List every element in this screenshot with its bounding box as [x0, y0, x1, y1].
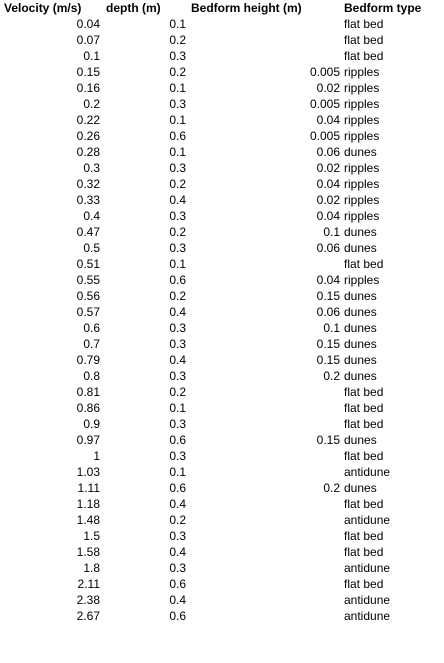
- cell-depth[interactable]: 0.2: [169, 225, 186, 239]
- header-velocity[interactable]: Velocity (m/s): [4, 1, 82, 15]
- cell-bedform-height[interactable]: [186, 32, 340, 48]
- cell-depth[interactable]: 0.4: [169, 545, 186, 559]
- table-row: [0, 288, 444, 304]
- cell-depth[interactable]: 0.3: [169, 209, 186, 223]
- cell-bedform-type[interactable]: dunes: [344, 241, 377, 255]
- cell-bedform-type[interactable]: antidune: [344, 513, 391, 527]
- cell-velocity[interactable]: 2.11: [77, 577, 100, 591]
- cell-bedform-height[interactable]: [186, 464, 340, 480]
- cell-velocity[interactable]: 1.8: [83, 561, 100, 575]
- table-row: [0, 144, 444, 160]
- cell-velocity[interactable]: 1.11: [77, 481, 100, 495]
- cell-velocity[interactable]: 0.1: [83, 49, 100, 63]
- table-row: [0, 480, 444, 496]
- table-row: [0, 64, 444, 80]
- cell-velocity[interactable]: 0.26: [76, 129, 100, 143]
- table-row: [0, 432, 444, 448]
- cell-depth[interactable]: 0.1: [169, 145, 186, 159]
- cell-velocity[interactable]: 2.67: [76, 609, 100, 623]
- cell-bedform-type[interactable]: ripples: [344, 177, 380, 191]
- cell-bedform-type[interactable]: dunes: [344, 353, 377, 367]
- cell-depth[interactable]: 0.3: [169, 161, 186, 175]
- cell-velocity[interactable]: 0.6: [83, 321, 100, 335]
- cell-depth[interactable]: 0.2: [169, 65, 186, 79]
- cell-depth[interactable]: 0.6: [169, 129, 186, 143]
- table-row: [0, 160, 444, 176]
- cell-velocity[interactable]: 0.3: [83, 161, 100, 175]
- table-row: [0, 32, 444, 48]
- cell-depth[interactable]: 0.1: [169, 465, 186, 479]
- cell-bedform-height[interactable]: [186, 400, 340, 416]
- cell-velocity[interactable]: 0.32: [76, 177, 100, 191]
- cell-bedform-height[interactable]: [186, 496, 340, 512]
- cell-bedform-height[interactable]: [186, 384, 340, 400]
- cell-bedform-height[interactable]: [186, 544, 340, 560]
- cell-bedform-height[interactable]: [186, 576, 340, 592]
- cell-bedform-type[interactable]: dunes: [344, 225, 377, 239]
- cell-bedform-type[interactable]: flat bed: [344, 417, 384, 431]
- table-row: [0, 448, 444, 464]
- cell-velocity[interactable]: 1.58: [76, 545, 100, 559]
- cell-bedform-height[interactable]: 0.15: [316, 337, 340, 351]
- table-row: [0, 368, 444, 384]
- cell-bedform-type[interactable]: ripples: [344, 161, 380, 175]
- cell-bedform-height[interactable]: [186, 512, 340, 528]
- cell-bedform-type[interactable]: dunes: [344, 481, 377, 495]
- cell-velocity[interactable]: 0.15: [76, 65, 100, 79]
- cell-depth[interactable]: 0.3: [169, 49, 186, 63]
- cell-depth[interactable]: 0.4: [169, 353, 186, 367]
- cell-velocity[interactable]: 0.16: [76, 81, 100, 95]
- cell-bedform-height[interactable]: 0.005: [309, 129, 340, 143]
- table-row: [0, 336, 444, 352]
- cell-velocity[interactable]: 1.03: [76, 465, 100, 479]
- header-bedform-type[interactable]: Bedform type: [344, 1, 422, 15]
- table-row: [0, 80, 444, 96]
- cell-velocity[interactable]: 0.2: [83, 97, 100, 111]
- table-row: [0, 560, 444, 576]
- cell-bedform-height[interactable]: 0.04: [316, 177, 340, 191]
- cell-bedform-height[interactable]: [186, 16, 340, 32]
- cell-depth[interactable]: 0.4: [169, 305, 186, 319]
- cell-bedform-type[interactable]: ripples: [344, 113, 380, 127]
- cell-velocity[interactable]: 0.07: [76, 33, 100, 47]
- cell-depth[interactable]: 0.2: [169, 513, 186, 527]
- cell-depth[interactable]: 0.6: [169, 609, 186, 623]
- cell-bedform-height[interactable]: [186, 48, 340, 64]
- cell-bedform-height[interactable]: 0.15: [316, 433, 340, 447]
- cell-depth[interactable]: 0.6: [169, 273, 186, 287]
- table-row: [0, 512, 444, 528]
- cell-bedform-height[interactable]: [186, 608, 340, 624]
- cell-bedform-height[interactable]: 0.005: [309, 65, 340, 79]
- table-row: [0, 320, 444, 336]
- cell-bedform-type[interactable]: dunes: [344, 321, 377, 335]
- cell-bedform-type[interactable]: ripples: [344, 129, 380, 143]
- table-row: [0, 464, 444, 480]
- cell-bedform-height[interactable]: 0.02: [316, 161, 340, 175]
- cell-velocity[interactable]: 1: [93, 449, 100, 463]
- table-row: [0, 528, 444, 544]
- cell-bedform-type[interactable]: flat bed: [344, 257, 384, 271]
- cell-velocity[interactable]: 0.57: [76, 305, 100, 319]
- cell-bedform-height[interactable]: [186, 560, 340, 576]
- cell-bedform-type[interactable]: ripples: [344, 193, 380, 207]
- cell-velocity[interactable]: 0.47: [76, 225, 100, 239]
- cell-bedform-type[interactable]: flat bed: [344, 33, 384, 47]
- cell-velocity[interactable]: 2.38: [76, 593, 100, 607]
- table-row: [0, 352, 444, 368]
- table-row: [0, 544, 444, 560]
- cell-depth[interactable]: 0.3: [169, 97, 186, 111]
- cell-bedform-height[interactable]: 0.04: [316, 113, 340, 127]
- cell-bedform-type[interactable]: ripples: [344, 273, 380, 287]
- cell-bedform-type[interactable]: flat bed: [344, 401, 384, 415]
- cell-velocity[interactable]: 0.86: [76, 401, 100, 415]
- cell-bedform-type[interactable]: flat bed: [344, 529, 384, 543]
- cell-velocity[interactable]: 0.79: [76, 353, 100, 367]
- header-row: [0, 0, 444, 16]
- cell-velocity[interactable]: 0.4: [83, 209, 100, 223]
- cell-bedform-height[interactable]: 0.04: [316, 209, 340, 223]
- cell-velocity[interactable]: 0.5: [83, 241, 100, 255]
- cell-bedform-height[interactable]: 0.06: [316, 305, 340, 319]
- cell-velocity[interactable]: 0.7: [83, 337, 100, 351]
- table-row: [0, 96, 444, 112]
- table-row: [0, 400, 444, 416]
- table-row: [0, 192, 444, 208]
- table-row: [0, 240, 444, 256]
- cell-bedform-type[interactable]: ripples: [344, 209, 380, 223]
- cell-depth[interactable]: 0.6: [169, 577, 186, 591]
- cell-depth[interactable]: 0.1: [169, 113, 186, 127]
- cell-bedform-height[interactable]: [186, 416, 340, 432]
- table-row: [0, 304, 444, 320]
- cell-depth[interactable]: 0.2: [169, 33, 186, 47]
- table-row: [0, 112, 444, 128]
- cell-depth[interactable]: 0.6: [169, 481, 186, 495]
- cell-velocity[interactable]: 0.56: [76, 289, 100, 303]
- table-row: [0, 416, 444, 432]
- cell-velocity[interactable]: 0.51: [76, 257, 100, 271]
- cell-depth[interactable]: 0.3: [169, 449, 186, 463]
- cell-bedform-type[interactable]: dunes: [344, 369, 377, 383]
- cell-bedform-type[interactable]: flat bed: [344, 545, 384, 559]
- cell-bedform-height[interactable]: [186, 448, 340, 464]
- cell-bedform-type[interactable]: flat bed: [344, 497, 384, 511]
- cell-bedform-type[interactable]: flat bed: [344, 449, 384, 463]
- cell-bedform-height[interactable]: 0.15: [316, 353, 340, 367]
- cell-velocity[interactable]: 0.9: [83, 417, 100, 431]
- table-row: [0, 176, 444, 192]
- cell-depth[interactable]: 0.1: [169, 81, 186, 95]
- table-row: [0, 272, 444, 288]
- cell-bedform-type[interactable]: dunes: [344, 145, 377, 159]
- table-row: [0, 608, 444, 624]
- table-row: [0, 224, 444, 240]
- cell-bedform-height[interactable]: [186, 528, 340, 544]
- cell-velocity[interactable]: 0.33: [76, 193, 100, 207]
- cell-depth[interactable]: 0.3: [169, 369, 186, 383]
- cell-depth[interactable]: 0.4: [169, 593, 186, 607]
- table-row: [0, 48, 444, 64]
- cell-bedform-type[interactable]: ripples: [344, 65, 380, 79]
- cell-bedform-height[interactable]: 0.1: [323, 225, 340, 239]
- table-row: [0, 384, 444, 400]
- cell-velocity[interactable]: 0.81: [76, 385, 100, 399]
- cell-bedform-type[interactable]: dunes: [344, 433, 377, 447]
- cell-depth[interactable]: 0.1: [169, 257, 186, 271]
- cell-bedform-type[interactable]: flat bed: [344, 49, 384, 63]
- header-bedform-height[interactable]: Bedform height (m): [191, 1, 302, 15]
- cell-velocity[interactable]: 0.28: [76, 145, 100, 159]
- header-depth[interactable]: depth (m): [106, 1, 161, 15]
- table-row: [0, 592, 444, 608]
- cell-depth[interactable]: 0.2: [169, 177, 186, 191]
- cell-bedform-height[interactable]: 0.04: [316, 273, 340, 287]
- cell-velocity[interactable]: 0.04: [76, 17, 100, 31]
- cell-bedform-type[interactable]: antidune: [344, 561, 391, 575]
- cell-velocity[interactable]: 0.97: [76, 433, 100, 447]
- cell-bedform-height[interactable]: 0.2: [323, 481, 340, 495]
- cell-depth[interactable]: 0.3: [169, 321, 186, 335]
- cell-bedform-type[interactable]: antidune: [344, 593, 391, 607]
- cell-depth[interactable]: 0.3: [169, 417, 186, 431]
- cell-bedform-type[interactable]: dunes: [344, 337, 377, 351]
- cell-bedform-type[interactable]: flat bed: [344, 385, 384, 399]
- cell-depth[interactable]: 0.6: [169, 433, 186, 447]
- cell-depth[interactable]: 0.1: [169, 17, 186, 31]
- cell-depth[interactable]: 0.2: [169, 289, 186, 303]
- cell-bedform-type[interactable]: flat bed: [344, 17, 384, 31]
- table-body: [0, 16, 444, 624]
- cell-depth[interactable]: 0.3: [169, 529, 186, 543]
- cell-depth[interactable]: 0.4: [169, 193, 186, 207]
- cell-bedform-type[interactable]: flat bed: [344, 577, 384, 591]
- cell-depth[interactable]: 0.3: [169, 337, 186, 351]
- cell-velocity[interactable]: 1.18: [76, 497, 100, 511]
- cell-bedform-type[interactable]: dunes: [344, 305, 377, 319]
- cell-velocity[interactable]: 1.48: [76, 513, 100, 527]
- cell-bedform-height[interactable]: 0.06: [316, 241, 340, 255]
- cell-bedform-height[interactable]: 0.02: [316, 193, 340, 207]
- table-row: [0, 576, 444, 592]
- cell-velocity[interactable]: 0.22: [76, 113, 100, 127]
- cell-bedform-height[interactable]: 0.15: [316, 289, 340, 303]
- cell-bedform-height[interactable]: 0.2: [323, 369, 340, 383]
- cell-bedform-type[interactable]: antidune: [344, 609, 391, 623]
- cell-depth[interactable]: 0.2: [169, 385, 186, 399]
- cell-bedform-height[interactable]: 0.1: [323, 321, 340, 335]
- cell-bedform-height[interactable]: 0.005: [309, 97, 340, 111]
- cell-bedform-height[interactable]: 0.02: [316, 81, 340, 95]
- cell-bedform-type[interactable]: antidune: [344, 465, 391, 479]
- cell-depth[interactable]: 0.3: [169, 241, 186, 255]
- cell-bedform-height[interactable]: [186, 256, 340, 272]
- table-row: [0, 256, 444, 272]
- cell-bedform-height[interactable]: 0.06: [316, 145, 340, 159]
- cell-depth[interactable]: 0.1: [169, 401, 186, 415]
- table-row: [0, 16, 444, 32]
- cell-bedform-type[interactable]: dunes: [344, 289, 377, 303]
- table-row: [0, 496, 444, 512]
- cell-bedform-type[interactable]: ripples: [344, 81, 380, 95]
- table-row: [0, 208, 444, 224]
- cell-bedform-type[interactable]: ripples: [344, 97, 380, 111]
- cell-velocity[interactable]: 0.55: [76, 273, 100, 287]
- cell-depth[interactable]: 0.3: [169, 561, 186, 575]
- cell-velocity[interactable]: 0.8: [83, 369, 100, 383]
- table-row: [0, 128, 444, 144]
- cell-velocity[interactable]: 1.5: [83, 529, 100, 543]
- cell-depth[interactable]: 0.4: [169, 497, 186, 511]
- cell-bedform-height[interactable]: [186, 592, 340, 608]
